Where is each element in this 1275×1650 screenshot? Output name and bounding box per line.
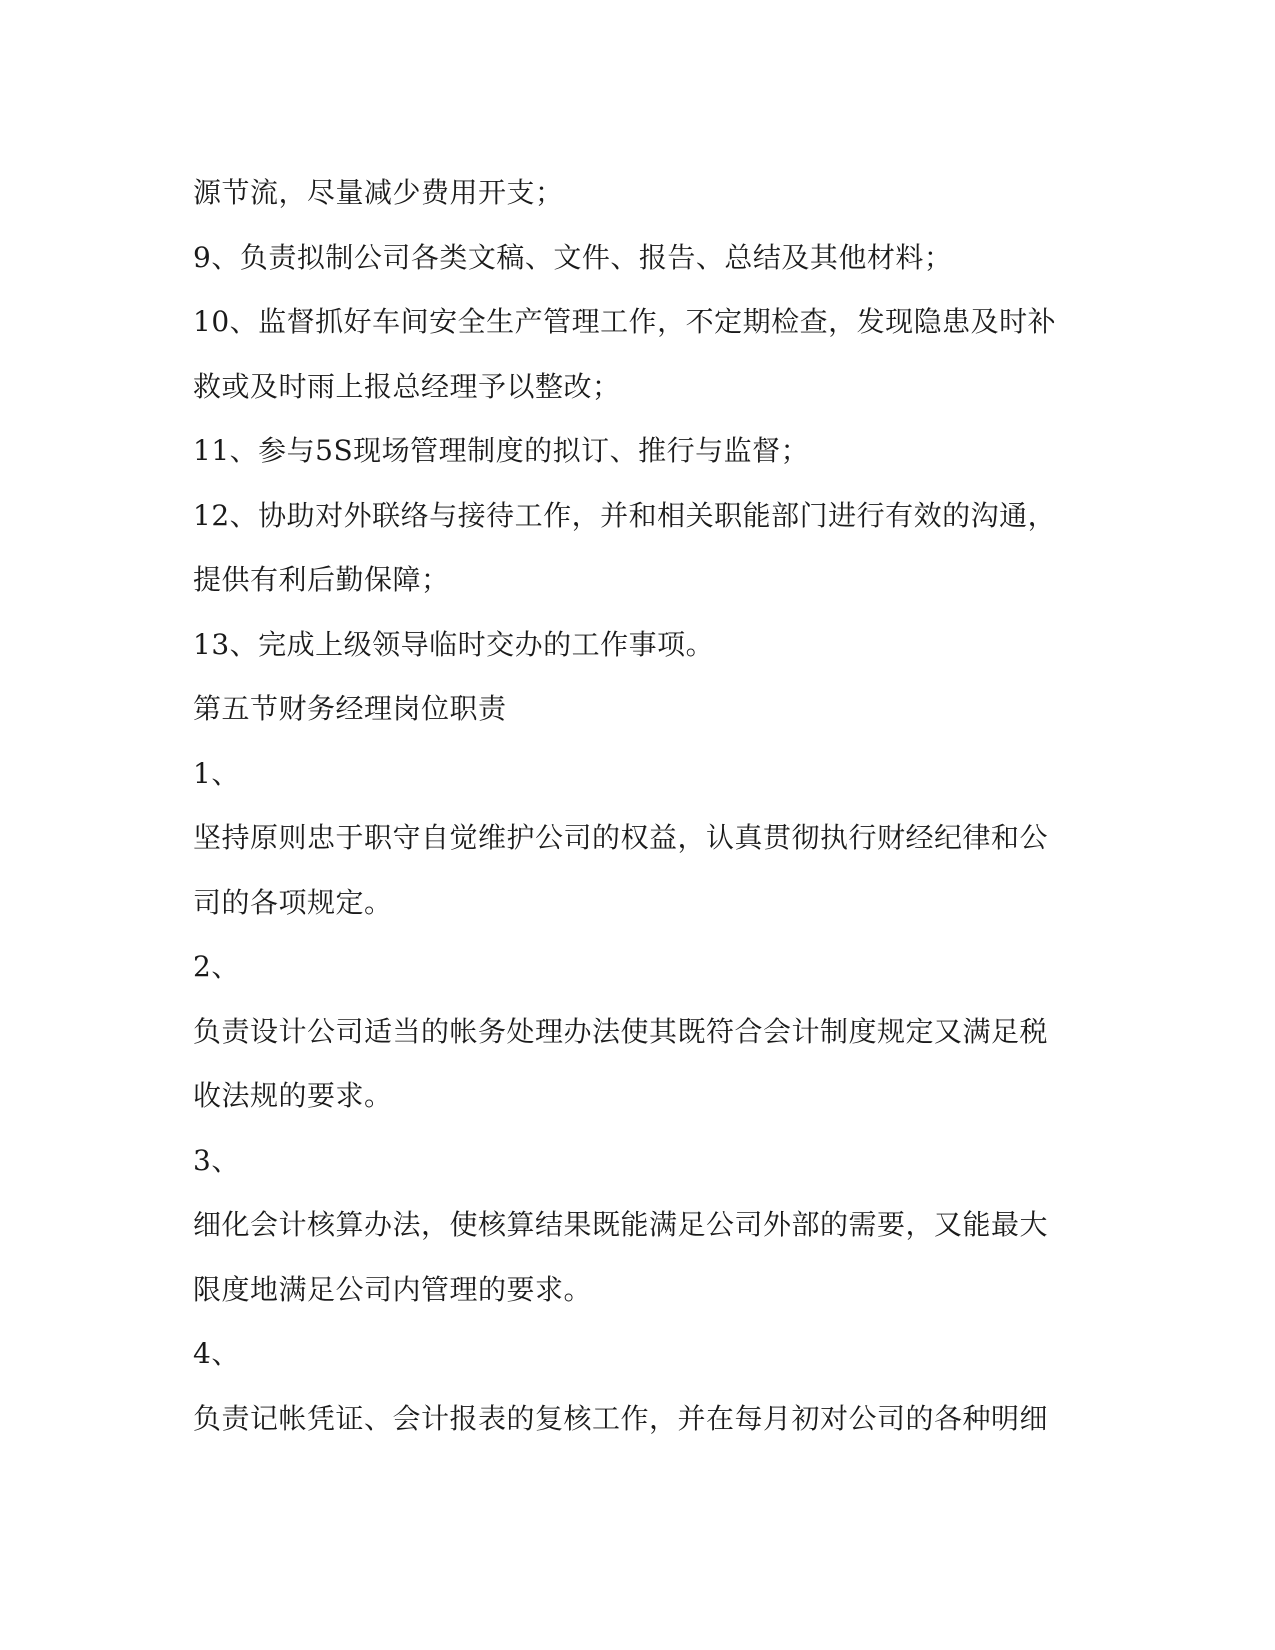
text-line: 提供有利后勤保障； (193, 563, 450, 596)
text-line: 司的各项规定。 (193, 885, 393, 919)
text-line: 救或及时雨上报总经理予以整改； (193, 369, 621, 403)
text-line: 11、参与5S现场管理制度的拟订、推行与监督； (193, 434, 810, 467)
document-body (193, 161, 1073, 1451)
text-line: 细化会计核算办法，使核算结果既能满足公司外部的需要，又能最大 (193, 1208, 1049, 1241)
text-line: 10、监督抓好车间安全生产管理工作，不定期检查，发现隐患及时补 (193, 305, 1057, 338)
text-line: 限度地满足公司内管理的要求。 (193, 1272, 593, 1306)
item-number: 1、 (193, 756, 240, 790)
text-line: 坚持原则忠于职守自觉维护公司的权益，认真贯彻执行财经纪律和公 (193, 821, 1049, 854)
text-line: 12、协助对外联络与接待工作，并和相关职能部门进行有效的沟通， (193, 498, 1057, 532)
text-line: 负责记帐凭证、会计报表的复核工作，并在每月初对公司的各种明细 (193, 1401, 1049, 1435)
item-number: 4、 (193, 1337, 240, 1370)
text-line: 源节流，尽量减少费用开支； (193, 176, 564, 209)
text-line: 9、负责拟制公司各类文稿、文件、报告、总结及其他材料； (193, 240, 953, 274)
text-line: 收法规的要求。 (193, 1079, 393, 1112)
item-number: 2、 (193, 950, 240, 983)
text-line: 13、完成上级领导临时交办的工作事项。 (193, 627, 715, 661)
text-line: 负责设计公司适当的帐务处理办法使其既符合会计制度规定又满足税 (193, 1014, 1049, 1048)
item-number: 3、 (193, 1143, 240, 1177)
section-heading: 第五节财务经理岗位职责 (193, 692, 507, 725)
